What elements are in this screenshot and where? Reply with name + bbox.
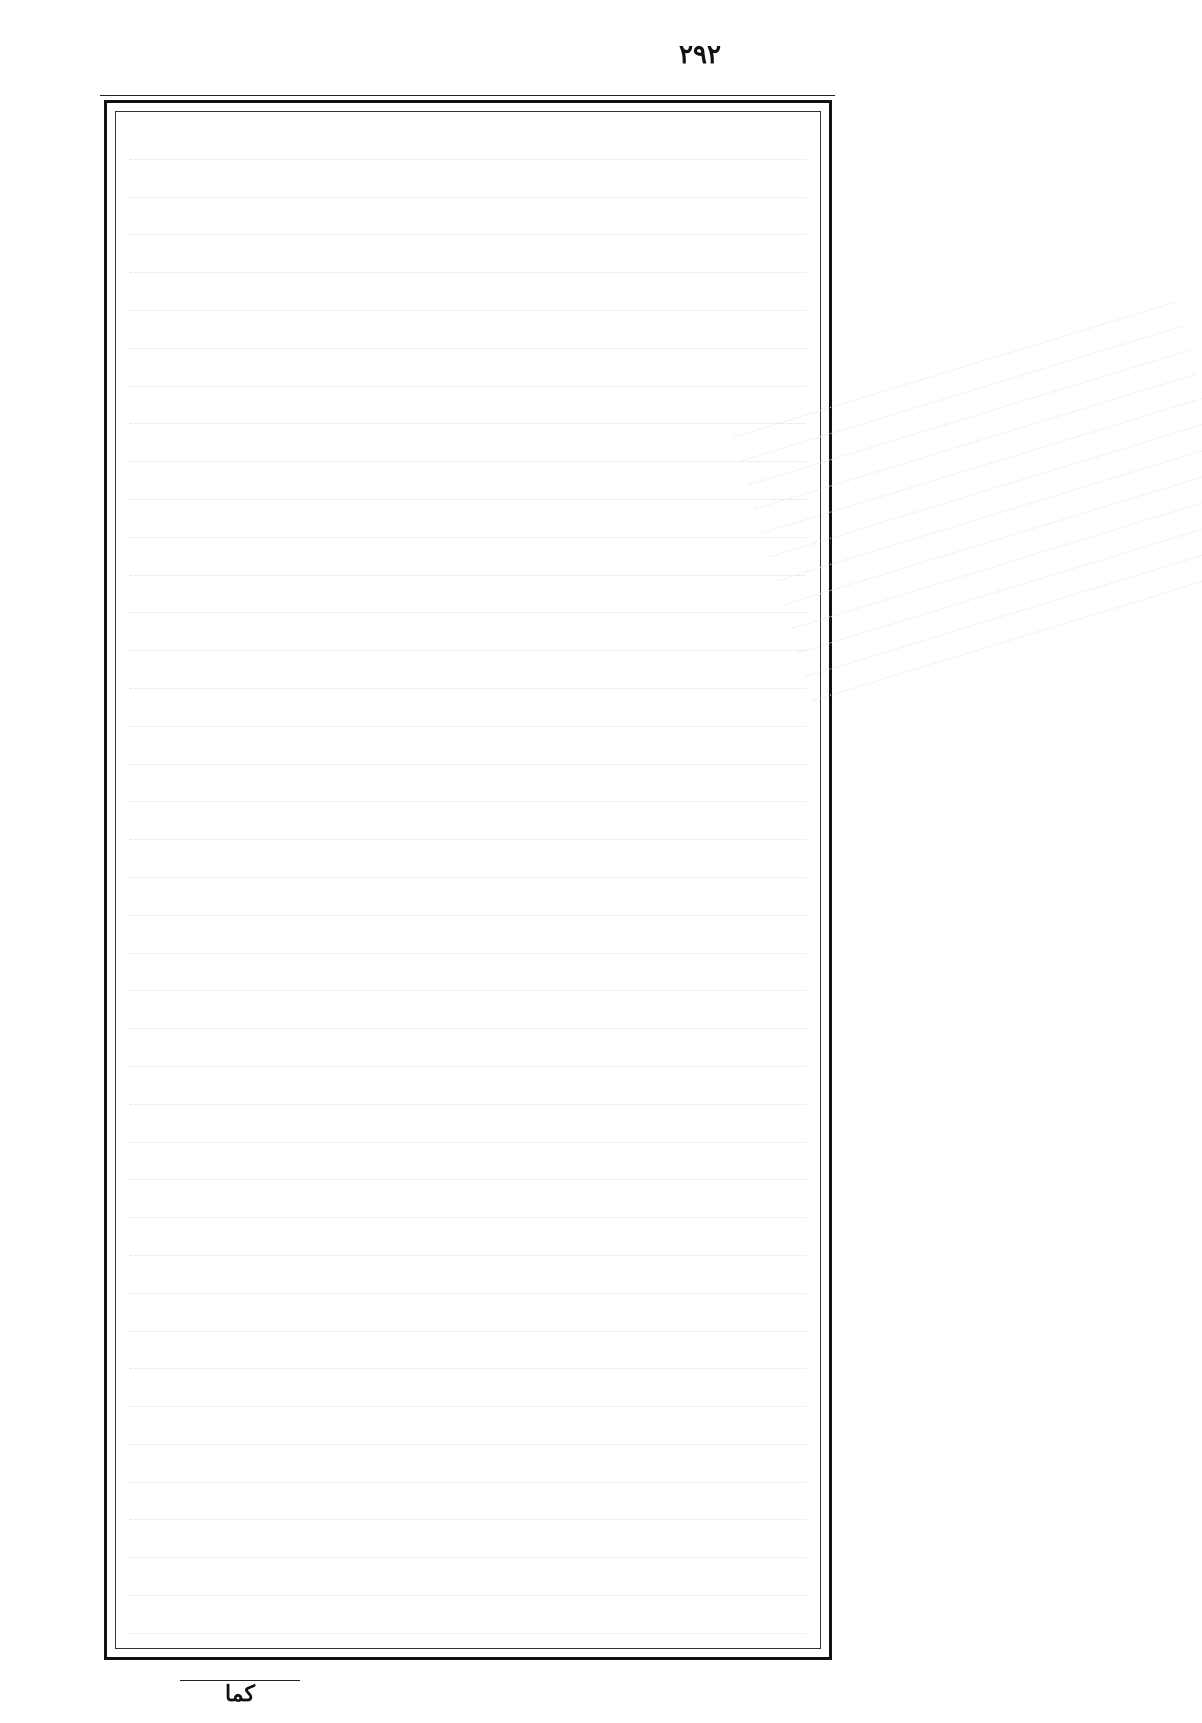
main-text-line <box>130 1143 806 1181</box>
main-text-line <box>130 1067 806 1105</box>
text-frame-inner-rule <box>115 111 821 1649</box>
main-text-line <box>130 1520 806 1558</box>
main-text-line <box>130 1029 806 1067</box>
header-rule <box>100 95 835 96</box>
main-text-line <box>130 1218 806 1256</box>
main-text-line <box>130 1332 806 1370</box>
main-text-line <box>130 1407 806 1445</box>
main-text-line <box>130 1256 806 1294</box>
main-text-line <box>130 765 806 803</box>
main-text-line <box>130 462 806 500</box>
main-text-line <box>130 576 806 614</box>
main-text-line <box>130 1596 806 1634</box>
main-text-line <box>130 613 806 651</box>
main-text-line <box>130 273 806 311</box>
text-frame <box>104 100 832 1660</box>
main-text-line <box>130 1369 806 1407</box>
main-text-line <box>130 727 806 765</box>
page-number: ٢٩٢ <box>679 40 721 70</box>
main-text-line <box>130 840 806 878</box>
main-text-line <box>130 954 806 992</box>
main-text-line <box>130 160 806 198</box>
main-text-line <box>130 991 806 1029</box>
main-text-line <box>130 689 806 727</box>
main-text-line <box>130 500 806 538</box>
main-text-block <box>130 122 806 1634</box>
main-text-line <box>130 1180 806 1218</box>
main-text-line <box>130 424 806 462</box>
main-text-line <box>130 1294 806 1332</box>
main-text-line <box>130 122 806 160</box>
main-text-line <box>130 1105 806 1143</box>
main-text-line <box>130 311 806 349</box>
main-text-line <box>130 349 806 387</box>
main-text-line <box>130 802 806 840</box>
main-text-line <box>130 651 806 689</box>
main-text-line <box>130 198 806 236</box>
main-text-line <box>130 1483 806 1521</box>
main-text-line <box>130 235 806 273</box>
main-text-line <box>130 1558 806 1596</box>
main-text-line <box>130 538 806 576</box>
main-text-line <box>130 916 806 954</box>
catchword: كما <box>180 1680 300 1707</box>
main-text-line <box>130 878 806 916</box>
main-text-line <box>130 1445 806 1483</box>
main-text-line <box>130 387 806 425</box>
